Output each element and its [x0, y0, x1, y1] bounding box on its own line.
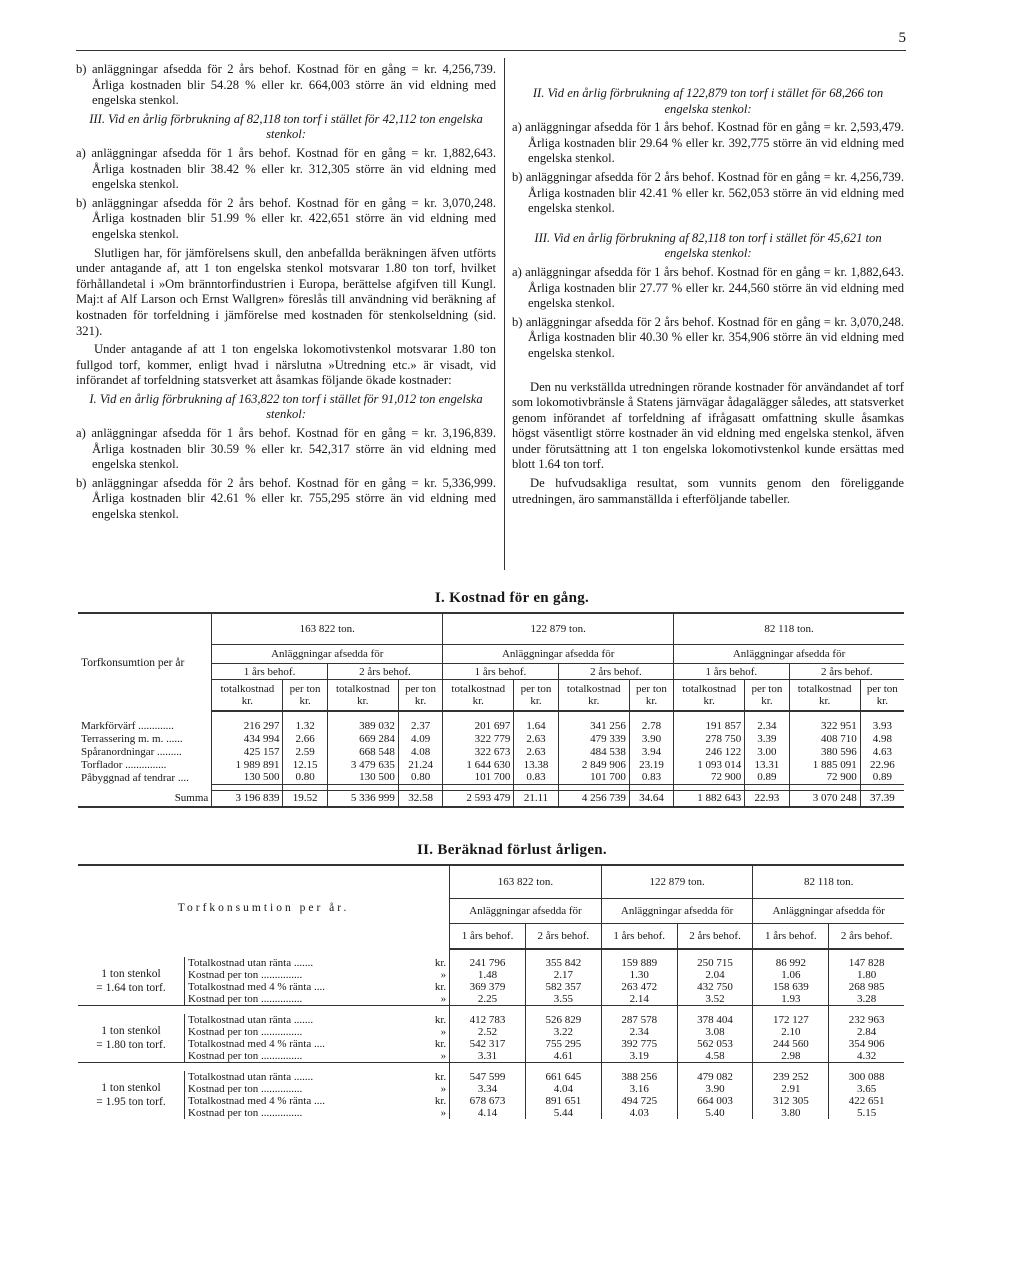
value-cell: 2.52: [450, 1026, 526, 1038]
section-heading: I. Vid en årlig förbrukning af 163,822 ton torf i stället för 91,012 ton engelska stenkol:: [89, 391, 483, 422]
value-cell: 5.44: [525, 1107, 601, 1119]
value-cell: 2.91: [753, 1083, 829, 1095]
year-header: 1 års behof.: [450, 924, 526, 950]
table-row: [78, 758, 904, 771]
table-cell: [677, 949, 753, 957]
value-cell: 408 710: [789, 732, 860, 745]
table-cell: [212, 711, 283, 719]
value-cell: 434 994: [212, 732, 283, 745]
value-cell: 3.93: [860, 719, 904, 732]
value-cell: 1.80: [829, 969, 904, 981]
value-cell: 479 339: [558, 732, 629, 745]
col-header: totalkostnad kr.: [558, 680, 629, 712]
value-cell: 380 596: [789, 745, 860, 758]
value-cell: 3.31: [450, 1050, 526, 1063]
value-cell: 4.08: [398, 745, 442, 758]
table-header-row: [78, 613, 904, 645]
value-cell: 3.39: [745, 732, 789, 745]
value-cell: 3.16: [601, 1083, 677, 1095]
col-header: per ton kr.: [398, 680, 442, 712]
table-row: [78, 719, 904, 732]
value-cell: 2.14: [601, 993, 677, 1006]
value-cell: 388 256: [601, 1071, 677, 1083]
table-row: [78, 745, 904, 758]
table-cell: [78, 1006, 450, 1015]
value-cell: 5.40: [677, 1107, 753, 1119]
value-cell: 3.90: [677, 1083, 753, 1095]
row-label: Terrassering m. m. ......: [81, 732, 183, 745]
value-cell: 13.31: [745, 758, 789, 771]
paragraph: Slutligen har, för jämförelsens skull, den anbefallda beräkningen äfven utförts under antagande af, att 1 ton engelska stenkol motsvarar 1.80 ton torf, hvilket förhållandetal i »Om bränntorfindustrien i Europa, berättelse afgifven till Kungl. Maj:t af Alf Larson och Ernst Wallgren» föreslås till användning vid beräkning af kostnaden för torfeldning i jämförelse med kostnaden för stenkolseldning (sid. 321).: [76, 245, 496, 338]
loss-table: [78, 864, 904, 1119]
sub-header: Anläggningar afsedda för: [450, 899, 602, 924]
table-row: [78, 771, 904, 784]
group-header: 122 879 ton.: [601, 865, 753, 899]
line-desc: Totalkostnad med 4 % ränta ....: [185, 981, 428, 993]
value-cell: 322 673: [443, 745, 514, 758]
paragraph: b) anläggningar afsedda för 2 års behof. Kostnad för en gång = kr. 3,070,248. Årliga kostnaden blir 51.99 % eller kr. 422,651 större än vid eldning med engelska stenkol.: [76, 195, 496, 241]
value-cell: 392 775: [601, 1038, 677, 1050]
sum-cell: 21.11: [514, 790, 558, 807]
value-cell: 3.52: [677, 993, 753, 1006]
value-cell: 268 985: [829, 981, 904, 993]
value-cell: 0.80: [283, 771, 327, 784]
sum-cell: 3 196 839: [212, 790, 283, 807]
value-cell: 244 560: [753, 1038, 829, 1050]
table-title: I. Kostnad för en gång.: [434, 590, 590, 606]
paragraph: b) anläggningar afsedda för 2 års behof. Kostnad för en gång = kr. 4,256,739. Årliga kostnaden blir 54.28 % eller kr. 664,003 större än vid eldning med engelska stenkol.: [76, 62, 496, 108]
paragraph: De hufvudsakliga resultat, som vunnits genom den föreliggande utredningen, äro sammanställda i efterföljande tabeller.: [512, 476, 904, 506]
value-cell: 72 900: [789, 771, 860, 784]
year-header: 2 års behof.: [327, 664, 442, 680]
sum-cell: 2 593 479: [443, 790, 514, 807]
unit-cell: »: [427, 1050, 450, 1063]
value-cell: 86 992: [753, 957, 829, 969]
value-cell: 389 032: [327, 719, 398, 732]
sum-cell: 37.39: [860, 790, 904, 807]
value-cell: 2.59: [283, 745, 327, 758]
cost-table: [78, 612, 904, 808]
sub-header: Anläggningar afsedda för: [601, 899, 753, 924]
value-cell: 312 305: [753, 1095, 829, 1107]
value-cell: 4.98: [860, 732, 904, 745]
table-row: [78, 1026, 904, 1038]
value-cell: 101 700: [443, 771, 514, 784]
value-cell: 3.55: [525, 993, 601, 1006]
col-header: per ton kr.: [283, 680, 327, 712]
value-cell: 2.37: [398, 719, 442, 732]
table-row: [78, 969, 904, 981]
page-number: 5: [898, 30, 906, 46]
table-row: [78, 993, 904, 1006]
value-cell: 1.93: [753, 993, 829, 1006]
table-cell: [327, 711, 398, 719]
line-desc: Kostnad per ton ...............: [185, 993, 428, 1006]
value-cell: 2.34: [601, 1026, 677, 1038]
table-cell: [78, 711, 212, 719]
year-header: 1 års behof.: [212, 664, 327, 680]
value-cell: 4.61: [525, 1050, 601, 1063]
sum-label: Summa: [78, 790, 212, 807]
table-row: [78, 981, 904, 993]
spacer-row: [78, 1063, 904, 1072]
table-row: [78, 1038, 904, 1050]
paragraph: a) anläggningar afsedda för 1 års behof. Kostnad för en gång = kr. 1,882,643. Årliga kostnaden blir 27.77 % eller kr. 244,560 större än vid eldning med engelska stenkol.: [512, 264, 904, 311]
group-header: 163 822 ton.: [212, 613, 443, 645]
spacer-row: [78, 711, 904, 719]
value-cell: 5.15: [829, 1107, 904, 1119]
table-cell: [450, 1063, 526, 1072]
table-header-row: [78, 865, 904, 899]
year-header: 1 års behof.: [753, 924, 829, 950]
group-header: 82 118 ton.: [674, 613, 904, 645]
value-cell: 412 783: [450, 1014, 526, 1026]
year-header: 1 års behof.: [443, 664, 558, 680]
table-cell: [677, 1063, 753, 1072]
value-cell: 354 906: [829, 1038, 904, 1050]
value-cell: 661 645: [525, 1071, 601, 1083]
line-desc: Totalkostnad utan ränta .......: [185, 1071, 428, 1083]
value-cell: 2.04: [677, 969, 753, 981]
year-header: 2 års behof.: [525, 924, 601, 950]
value-cell: 378 404: [677, 1014, 753, 1026]
value-cell: 0.83: [514, 771, 558, 784]
col-header: totalkostnad kr.: [327, 680, 398, 712]
value-cell: 668 548: [327, 745, 398, 758]
left-column: [76, 62, 496, 526]
value-cell: 12.15: [283, 758, 327, 771]
value-cell: 3.08: [677, 1026, 753, 1038]
sum-cell: 5 336 999: [327, 790, 398, 807]
paragraph: Under antagande af att 1 ton engelska lokomotivstenkol motsvarar 1.80 ton fullgod torf, kommer, enligt hvad i närslutna »Utredning etc.» är visadt, vid införandet af torfeldning statsverket att åsamkas följande ökade kostnader:: [76, 342, 496, 388]
value-cell: 3.22: [525, 1026, 601, 1038]
value-cell: 3.94: [629, 745, 673, 758]
value-cell: 287 578: [601, 1014, 677, 1026]
value-cell: 322 779: [443, 732, 514, 745]
value-cell: 101 700: [558, 771, 629, 784]
value-cell: 3.90: [629, 732, 673, 745]
value-cell: 3.65: [829, 1083, 904, 1095]
value-cell: 13.38: [514, 758, 558, 771]
value-cell: 239 252: [753, 1071, 829, 1083]
value-cell: 2.98: [753, 1050, 829, 1063]
year-header: 1 års behof.: [674, 664, 789, 680]
table-cell: [601, 949, 677, 957]
value-cell: 562 053: [677, 1038, 753, 1050]
value-cell: 678 673: [450, 1095, 526, 1107]
value-cell: 232 963: [829, 1014, 904, 1026]
value-cell: 1.32: [283, 719, 327, 732]
value-cell: 130 500: [327, 771, 398, 784]
value-cell: 2 849 906: [558, 758, 629, 771]
table-cell: [78, 1063, 450, 1072]
value-cell: 2.78: [629, 719, 673, 732]
table-cell: [558, 711, 629, 719]
paragraph: a) anläggningar afsedda för 1 års behof. Kostnad för en gång = kr. 2,593,479. Årliga kostnaden blir 29.64 % eller kr. 392,775 större än vid eldning med engelska stenkol.: [512, 120, 904, 166]
value-cell: 0.89: [860, 771, 904, 784]
unit-cell: kr.: [434, 1095, 447, 1107]
sub-header: Anläggningar afsedda för: [443, 645, 674, 664]
value-cell: 4.63: [860, 745, 904, 758]
sum-cell: 3 070 248: [789, 790, 860, 807]
col-header: totalkostnad kr.: [443, 680, 514, 712]
value-cell: 241 796: [450, 957, 526, 969]
value-cell: 0.83: [629, 771, 673, 784]
value-cell: 1.48: [450, 969, 526, 981]
paragraph: b) anläggningar afsedda för 2 års behof. Kostnad för en gång = kr. 4,256,739. Årliga kostnaden blir 42.41 % eller kr. 562,053 större än vid eldning med engelska stenkol.: [512, 169, 904, 216]
value-cell: 3.34: [450, 1083, 526, 1095]
value-cell: 2.34: [745, 719, 789, 732]
paragraph: a) anläggningar afsedda för 1 års behof. Kostnad för en gång = kr. 3,196,839. Årliga kostnaden blir 30.59 % eller kr. 542,317 större än vid eldning med engelska stenkol.: [76, 426, 496, 472]
value-cell: 158 639: [753, 981, 829, 993]
year-header: 2 års behof.: [677, 924, 753, 950]
value-cell: 159 889: [601, 957, 677, 969]
line-desc: Totalkostnad utan ränta .......: [185, 1014, 428, 1026]
value-cell: 2.66: [283, 732, 327, 745]
table-cell: [677, 1006, 753, 1015]
table-cell: [525, 1006, 601, 1015]
sum-cell: 32.58: [398, 790, 442, 807]
table-row: [78, 1071, 904, 1083]
sum-cell: 19.52: [283, 790, 327, 807]
table-row: [78, 1095, 904, 1107]
value-cell: 425 157: [212, 745, 283, 758]
section-heading: III. Vid en årlig förbrukning af 82,118 ton torf i stället för 42,112 ton engelska stenkol:: [89, 111, 483, 142]
value-cell: 2.10: [753, 1026, 829, 1038]
table-row: [78, 1014, 904, 1026]
table-cell: [829, 1006, 904, 1015]
year-header: 2 års behof.: [558, 664, 673, 680]
value-cell: 432 750: [677, 981, 753, 993]
value-cell: 664 003: [677, 1095, 753, 1107]
col-header: totalkostnad kr.: [789, 680, 860, 712]
table-cell: [601, 1063, 677, 1072]
value-cell: 755 295: [525, 1038, 601, 1050]
value-cell: 278 750: [674, 732, 745, 745]
value-cell: 4.03: [601, 1107, 677, 1119]
unit-cell: »: [427, 993, 450, 1006]
table-cell: [674, 711, 745, 719]
table-cell: [829, 949, 904, 957]
value-cell: 669 284: [327, 732, 398, 745]
table-row: [78, 1107, 904, 1119]
value-cell: 191 857: [674, 719, 745, 732]
value-cell: 479 082: [677, 1071, 753, 1083]
value-cell: 263 472: [601, 981, 677, 993]
group-header: 122 879 ton.: [443, 613, 674, 645]
table-cell: [450, 949, 526, 957]
sum-row: [78, 790, 904, 807]
row-label: Spåranordningar .........: [81, 745, 182, 758]
value-cell: 22.96: [860, 758, 904, 771]
table-cell: [753, 1006, 829, 1015]
paragraph: b) anläggningar afsedda för 2 års behof. Kostnad för en gång = kr. 5,336,999. Årliga kostnaden blir 42.61 % eller kr. 755,295 större än vid eldning med engelska stenkol.: [76, 475, 496, 522]
value-cell: 1 989 891: [212, 758, 283, 771]
line-desc: Totalkostnad med 4 % ränta ....: [185, 1095, 428, 1107]
table-row: [78, 957, 904, 969]
row-header: Torfkonsumtion per år.: [78, 865, 450, 949]
value-cell: 582 357: [525, 981, 601, 993]
value-cell: 147 828: [829, 957, 904, 969]
value-cell: 246 122: [674, 745, 745, 758]
table-cell: [601, 1006, 677, 1015]
value-cell: 355 842: [525, 957, 601, 969]
table-row: [78, 732, 904, 745]
value-cell: 542 317: [450, 1038, 526, 1050]
row-label: Påbyggnad af tendrar ....: [81, 771, 189, 784]
table-cell: [753, 1063, 829, 1072]
value-cell: 526 829: [525, 1014, 601, 1026]
unit-cell: kr.: [434, 1014, 447, 1026]
value-cell: 2.25: [450, 993, 526, 1006]
value-cell: 4.32: [829, 1050, 904, 1063]
col-header: per ton kr.: [745, 680, 789, 712]
block-label: 1 ton stenkol = 1.64 ton torf.: [78, 957, 185, 1006]
sub-header: Anläggningar afsedda för: [212, 645, 443, 664]
line-desc: Kostnad per ton ...............: [185, 1026, 428, 1038]
value-cell: 1 885 091: [789, 758, 860, 771]
sum-cell: 22.93: [745, 790, 789, 807]
value-cell: 300 088: [829, 1071, 904, 1083]
col-header: per ton kr.: [629, 680, 673, 712]
table-cell: [753, 949, 829, 957]
value-cell: 369 379: [450, 981, 526, 993]
sub-header: Anläggningar afsedda för: [674, 645, 904, 664]
value-cell: 484 538: [558, 745, 629, 758]
paragraph: Den nu verkställda utredningen rörande kostnader för användandet af torf som lokomotivbränsle å Statens järnvägar ådagalägger således, att statsverket genom införandet af torfeldning af ifrågasatt omfattning skulle åsamkas högst väsentligt större kostnader än vid eldning med engelska stenkol, äfven under förutsättning att 1 ton engelska lokomotivstenkol kunde ersättas med blott 1.64 ton torf.: [512, 379, 904, 472]
table-cell: [398, 711, 442, 719]
section-heading: III. Vid en årlig förbrukning af 82,118 ton torf i stället för 45,621 ton engelska stenkol:: [534, 230, 882, 261]
header-rule: [76, 50, 906, 51]
table-cell: [78, 949, 450, 957]
year-header: 2 års behof.: [789, 664, 904, 680]
line-desc: Kostnad per ton ...............: [185, 1083, 428, 1095]
year-header: 1 års behof.: [601, 924, 677, 950]
unit-cell: kr.: [434, 1071, 447, 1083]
value-cell: 0.80: [398, 771, 442, 784]
value-cell: 4.58: [677, 1050, 753, 1063]
value-cell: 422 651: [829, 1095, 904, 1107]
table-cell: [525, 949, 601, 957]
value-cell: 547 599: [450, 1071, 526, 1083]
value-cell: 1.30: [601, 969, 677, 981]
value-cell: 3.28: [829, 993, 904, 1006]
value-cell: 0.89: [745, 771, 789, 784]
line-desc: Totalkostnad med 4 % ränta ....: [185, 1038, 428, 1050]
table-cell: [829, 1063, 904, 1072]
line-desc: Totalkostnad utan ränta .......: [185, 957, 428, 969]
value-cell: 72 900: [674, 771, 745, 784]
value-cell: 3.19: [601, 1050, 677, 1063]
sum-cell: 1 882 643: [674, 790, 745, 807]
value-cell: 250 715: [677, 957, 753, 969]
table-row: [78, 1083, 904, 1095]
value-cell: 341 256: [558, 719, 629, 732]
unit-cell: kr.: [434, 981, 447, 993]
year-header: 2 års behof.: [829, 924, 904, 950]
line-desc: Kostnad per ton ...............: [185, 969, 428, 981]
group-header: 82 118 ton.: [753, 865, 904, 899]
value-cell: 1.06: [753, 969, 829, 981]
unit-cell: kr.: [434, 1038, 447, 1050]
value-cell: 494 725: [601, 1095, 677, 1107]
sub-header: Anläggningar afsedda för: [753, 899, 904, 924]
spacer-row: [78, 1006, 904, 1015]
col-header: per ton kr.: [514, 680, 558, 712]
col-header: totalkostnad kr.: [674, 680, 745, 712]
table-cell: [443, 711, 514, 719]
block-label: 1 ton stenkol = 1.80 ton torf.: [78, 1014, 185, 1063]
table-cell: [745, 711, 789, 719]
unit-cell: »: [440, 1026, 447, 1038]
value-cell: 3.80: [753, 1107, 829, 1119]
table-cell: [789, 711, 860, 719]
value-cell: 21.24: [398, 758, 442, 771]
value-cell: 201 697: [443, 719, 514, 732]
table-cell: [629, 711, 673, 719]
value-cell: 216 297: [212, 719, 283, 732]
row-label: Torflador ...............: [81, 758, 167, 771]
line-desc: Kostnad per ton ...............: [185, 1050, 428, 1063]
right-column: [512, 86, 904, 510]
value-cell: 172 127: [753, 1014, 829, 1026]
value-cell: 2.63: [514, 745, 558, 758]
table-cell: [450, 1006, 526, 1015]
line-desc: Kostnad per ton ...............: [185, 1107, 428, 1119]
column-divider: [504, 58, 505, 570]
value-cell: 2.63: [514, 732, 558, 745]
value-cell: 891 651: [525, 1095, 601, 1107]
table-cell: [860, 711, 904, 719]
value-cell: 1.64: [514, 719, 558, 732]
value-cell: 4.14: [450, 1107, 526, 1119]
unit-cell: »: [440, 969, 447, 981]
value-cell: 4.09: [398, 732, 442, 745]
unit-cell: »: [440, 1107, 447, 1119]
table-title: II. Beräknad förlust årligen.: [417, 842, 607, 858]
table-cell: [525, 1063, 601, 1072]
value-cell: 1 644 630: [443, 758, 514, 771]
sum-cell: 4 256 739: [558, 790, 629, 807]
value-cell: 130 500: [212, 771, 283, 784]
value-cell: 23.19: [629, 758, 673, 771]
block-label: 1 ton stenkol = 1.95 ton torf.: [96, 1082, 166, 1108]
paragraph: b) anläggningar afsedda för 2 års behof. Kostnad för en gång = kr. 3,070,248. Årliga kostnaden blir 40.30 % eller kr. 354,906 större än vid eldning med engelska stenkol.: [512, 314, 904, 360]
value-cell: 3 479 635: [327, 758, 398, 771]
value-cell: 1 093 014: [674, 758, 745, 771]
value-cell: 2.17: [525, 969, 601, 981]
group-header: 163 822 ton.: [450, 865, 602, 899]
value-cell: 3.00: [745, 745, 789, 758]
paragraph: a) anläggningar afsedda för 1 års behof. Kostnad för en gång = kr. 1,882,643. Årliga kostnaden blir 38.42 % eller kr. 312,305 större än vid eldning med engelska stenkol.: [76, 145, 496, 192]
sum-cell: 34.64: [629, 790, 673, 807]
spacer-row: [78, 949, 904, 957]
table-cell: [283, 711, 327, 719]
table-row: [78, 1050, 904, 1063]
section-heading: II. Vid en årlig förbrukning af 122,879 ton torf i stället för 68,266 ton engelska stenkol:: [532, 86, 884, 116]
table-cell: [514, 711, 558, 719]
col-header: totalkostnad kr.: [212, 680, 283, 712]
unit-cell: kr.: [434, 957, 447, 969]
value-cell: 322 951: [789, 719, 860, 732]
col-header: per ton kr.: [860, 680, 904, 712]
row-label: Markförvärf .............: [81, 719, 174, 732]
unit-cell: »: [440, 1083, 447, 1095]
row-header: Torfkonsumtion per år: [78, 613, 212, 711]
value-cell: 2.84: [829, 1026, 904, 1038]
value-cell: 4.04: [525, 1083, 601, 1095]
